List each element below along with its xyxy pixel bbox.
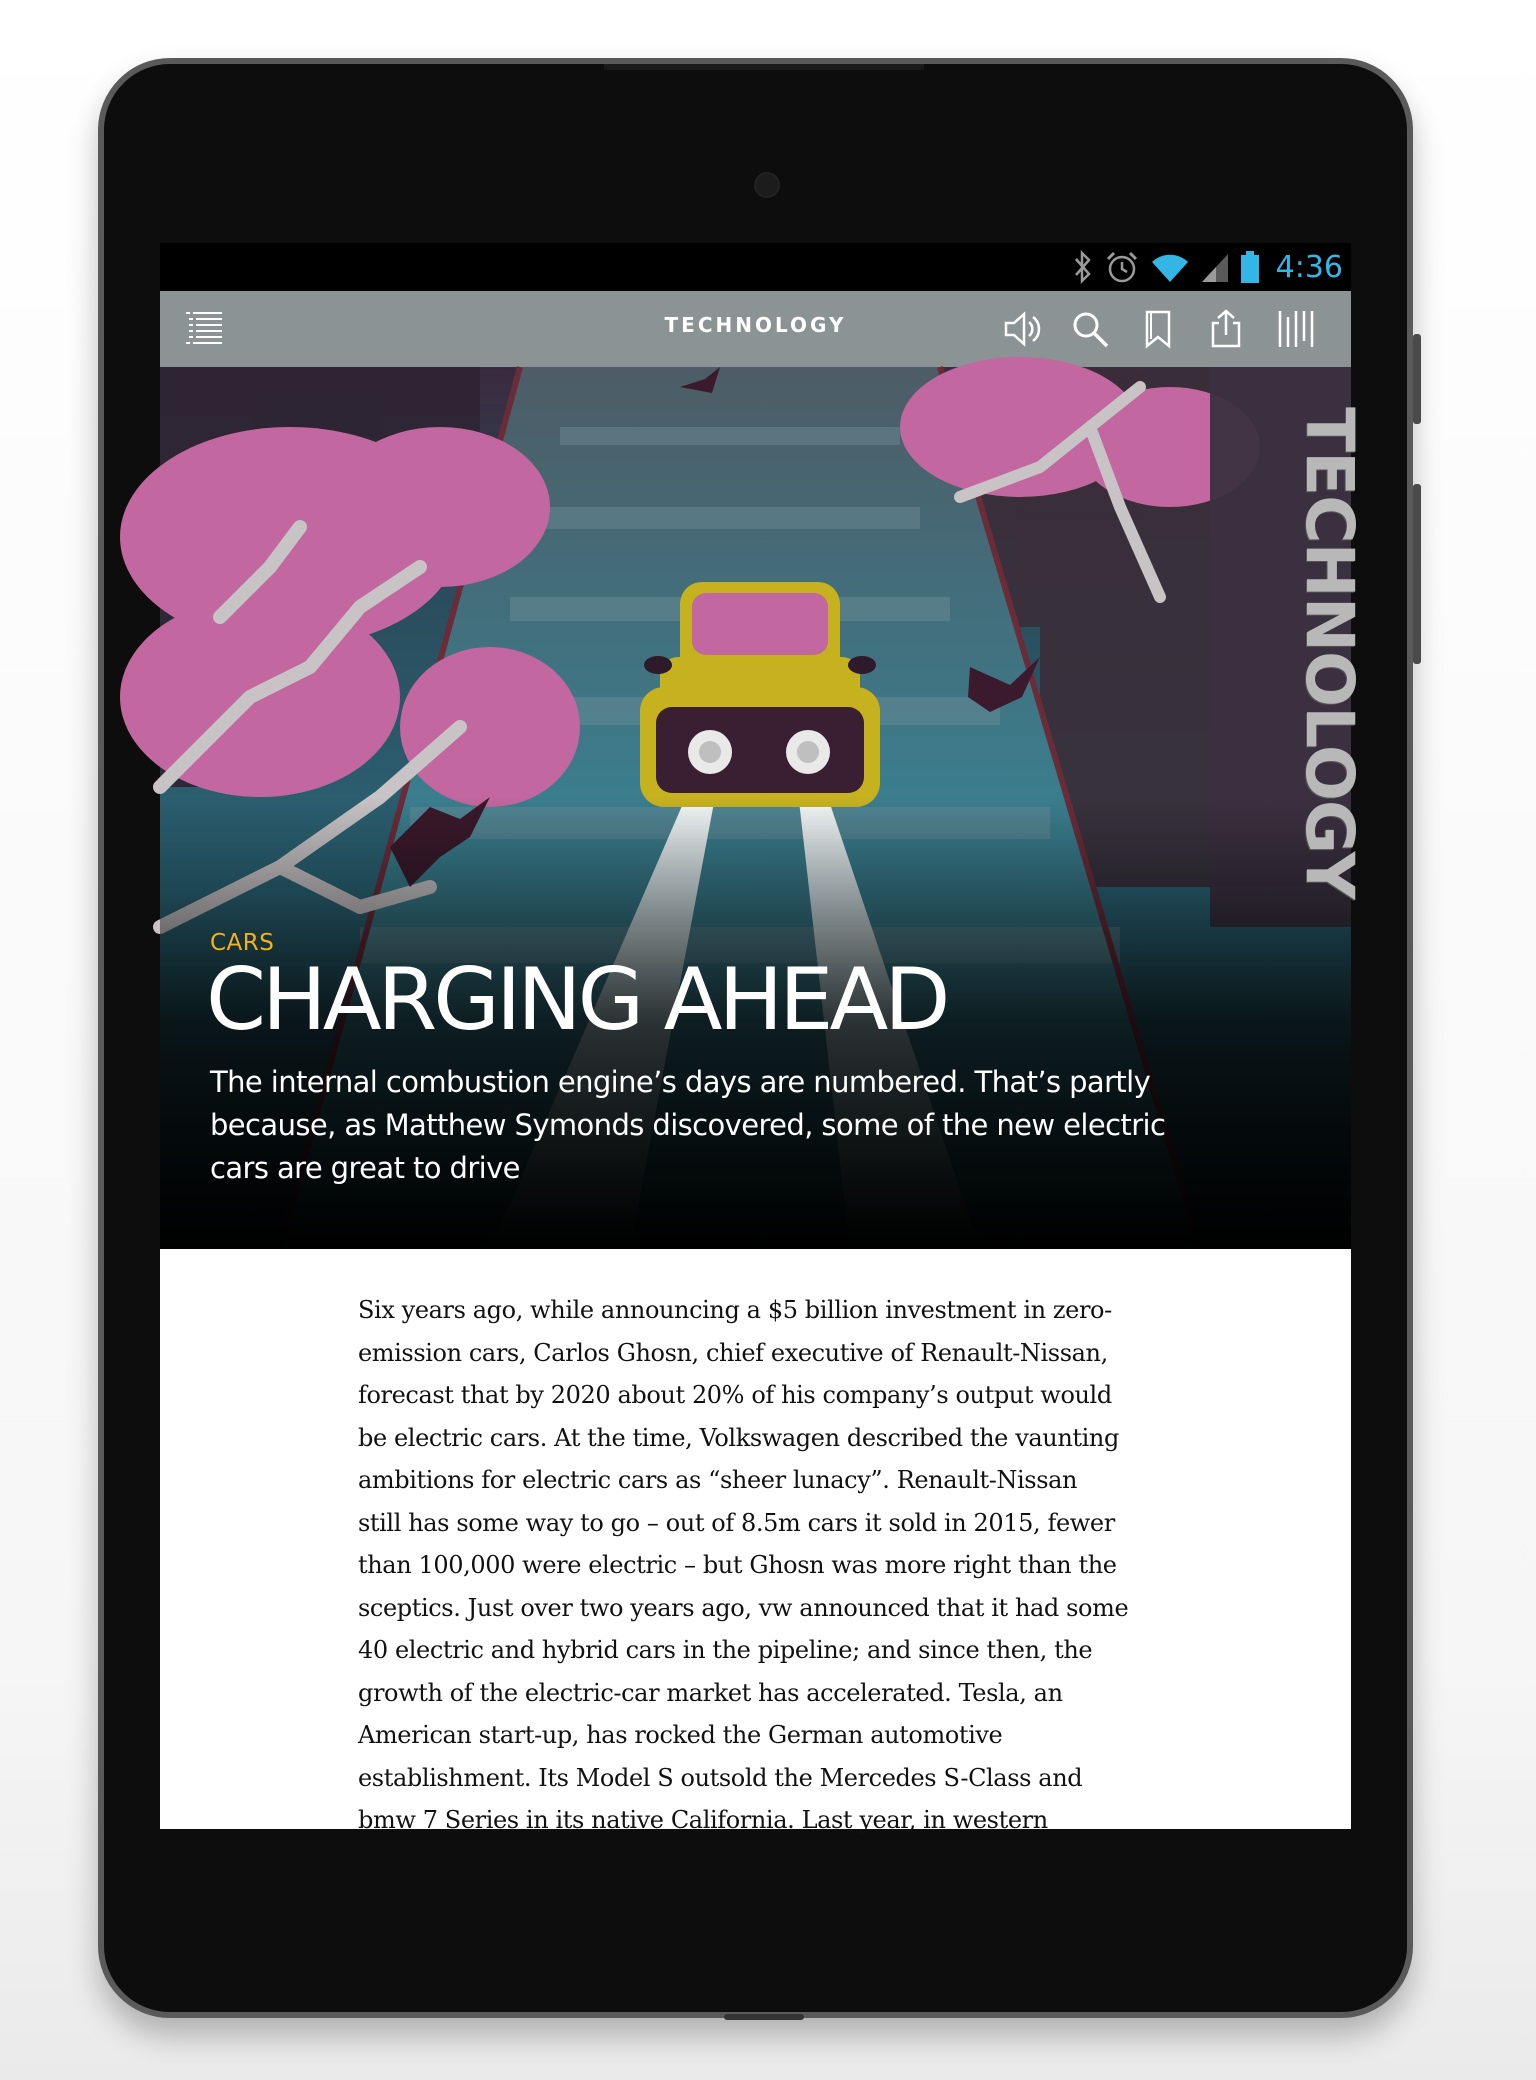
power-button xyxy=(1413,334,1421,424)
tablet-bottom-edge xyxy=(724,2014,804,2020)
screen xyxy=(160,243,1368,1834)
article-line: American start-up, has rocked the German automotive xyxy=(358,1721,1003,1749)
app-bar xyxy=(160,291,1351,367)
article-line: than 100,000 were electric – but Ghosn was more right than the xyxy=(358,1551,1117,1579)
status-clock: 4:36 xyxy=(1275,249,1343,285)
battery-icon xyxy=(1240,250,1260,284)
front-camera xyxy=(754,172,780,198)
article-line: forecast that by 2020 about 20% of his company’s output would xyxy=(358,1381,1112,1409)
search-icon[interactable] xyxy=(1070,309,1110,349)
article-line: ambitions for electric cars as “sheer lunacy”. Renault-Nissan xyxy=(358,1466,1078,1494)
volume-rocker xyxy=(1413,484,1421,664)
article-kicker: CARS xyxy=(210,930,275,956)
alarm-icon xyxy=(1104,250,1140,284)
article-line: still has some way to go – out of 8.5m cars it sold in 2015, fewer xyxy=(358,1508,1115,1537)
tablet-top-edge xyxy=(604,64,924,70)
article-line: sceptics. Just over two years ago, vw announced that it had some xyxy=(358,1593,1129,1622)
article-line: be electric cars. At the time, Volkswagen described the vaunting xyxy=(358,1423,1119,1452)
article-line: Six years ago, while announcing a $5 billion investment in zero- xyxy=(358,1296,1112,1324)
article-standfirst: The internal combustion engine’s days are numbered. That’s partly because, as Matthew Symonds discovered, some of the new electric cars are great to drive xyxy=(210,1065,1166,1185)
article-line: 40 electric and hybrid cars in the pipeline; and since then, the xyxy=(358,1636,1093,1664)
section-title: TECHNOLOGY xyxy=(664,313,847,337)
share-icon[interactable] xyxy=(1206,309,1246,349)
cell-signal-icon xyxy=(1200,250,1230,284)
wifi-icon xyxy=(1150,250,1190,284)
article-body[interactable] xyxy=(160,1249,1351,1834)
bookmark-icon[interactable] xyxy=(1138,309,1178,349)
article-line: bmw 7 Series in its native California. Last year, in western xyxy=(358,1806,1048,1834)
vertical-section-label: TECHNOLOGY xyxy=(1291,407,1368,899)
article-line: growth of the electric-car market has accelerated. Tesla, an xyxy=(358,1678,1063,1707)
article-line: emission cars, Carlos Ghosn, chief executive of Renault-Nissan, xyxy=(358,1338,1108,1367)
bluetooth-icon xyxy=(1072,250,1094,284)
sections-icon[interactable] xyxy=(1276,309,1316,349)
status-bar xyxy=(160,243,1351,291)
article-text xyxy=(358,1289,1158,1842)
article-headline: CHARGING AHEAD xyxy=(206,950,947,1050)
hero-banner[interactable] xyxy=(160,367,1368,1249)
article-line: establishment. Its Model S outsold the Mercedes S-Class and xyxy=(358,1763,1083,1792)
audio-icon[interactable] xyxy=(1002,309,1042,349)
